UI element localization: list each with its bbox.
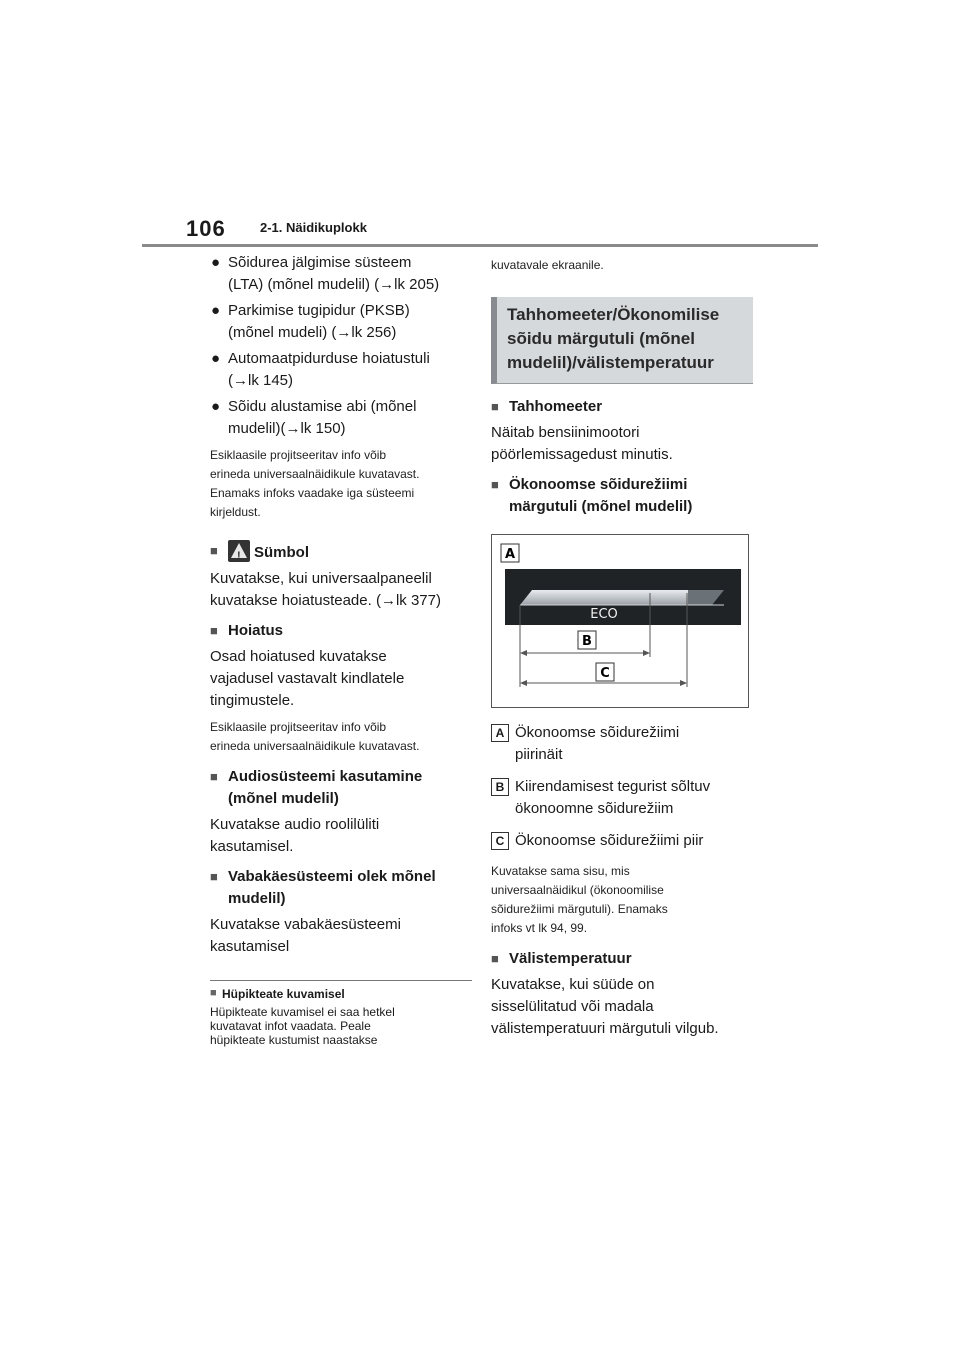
eco-text: ECO	[590, 607, 618, 622]
header-rule	[142, 244, 818, 247]
legend-item-b: B Kiirendamisest tegurist sõltuv ökonoomne sõidurežiim	[491, 776, 753, 820]
square-bullet-icon: ■	[491, 477, 499, 492]
square-bullet-icon: ■	[210, 869, 218, 884]
eco-note-text: Kuvatakse sama sisu, mis universaalnäidikul (ökonoomilise sõidurežiimi märgutuli). Enamaks infoks vt lk 94, 99.	[491, 864, 668, 935]
page-number: 106	[186, 216, 226, 241]
bullet-icon: ●	[211, 398, 221, 415]
list-item: ● Sõidurea jälgimise süsteem (LTA) (mõnel mudelil) (→lk 205)	[211, 254, 440, 293]
square-bullet-icon: ■	[210, 543, 218, 558]
warning-triangle-icon	[228, 540, 250, 562]
warning-text: Osad hoiatused kuvatakse vajadusel vastavalt kindlatele tingimustele.	[210, 648, 405, 709]
note-divider	[210, 980, 472, 981]
right-column	[491, 252, 753, 1044]
square-bullet-icon: ■	[210, 623, 218, 638]
list-item: ● Parkimise tugipidur (PKSB) (mõnel mudeli) (→lk 256)	[211, 302, 410, 341]
audio-text: Kuvatakse audio roolilüliti kasutamisel.	[210, 816, 380, 855]
legend-item-c: C Ökonoomse sõidurežiimi piir	[491, 830, 753, 852]
bullet-icon: ●	[211, 350, 221, 367]
label-b: B	[491, 778, 509, 796]
eco-heading: ■ Ökonoomse sõidurežiimi märgutuli (mõnel mudelil)	[491, 476, 693, 515]
square-bullet-icon: ■	[491, 951, 499, 966]
svg-text:C: C	[600, 666, 610, 681]
handsfree-text: Kuvatakse vabakäesüsteemi kasutamisel	[210, 916, 401, 955]
tacho-text: Näitab bensiinimootori pöörlemissagedust minutis.	[491, 424, 673, 463]
warning-heading: ■ Hoiatus	[210, 620, 472, 642]
note-text: Esiklaasile projitseeritav info võib erineda universaalnäidikule kuvatavast. Enamaks infoks vaadake iga süsteemi kirjeldust.	[210, 448, 420, 519]
eco-bar	[520, 590, 688, 605]
list-item: ● Sõidu alustamise abi (mõnel mudelil)(→lk 150)	[211, 398, 417, 437]
symbol-heading: ■ ! Sümbol	[210, 540, 472, 564]
temperature-text: Kuvatakse, kui süüde on sisselülitatud või madala välistemperatuuri märgutuli vilgub.	[491, 976, 719, 1037]
bullet-icon: ●	[211, 254, 221, 271]
list-item: ● Automaatpidurduse hoiatustuli (→lk 145)	[211, 350, 430, 389]
square-bullet-icon: ■	[210, 987, 217, 999]
symbol-text: Kuvatakse, kui universaalpaneelil kuvatakse hoiatusteade. (→lk 377)	[210, 570, 441, 609]
eco-indicator-diagram	[492, 535, 748, 707]
label-a: A	[491, 724, 509, 742]
legend-item-a: A Ökonoomse sõidurežiimi piirinäit	[491, 722, 753, 766]
audio-heading: ■ Audiosüsteemi kasutamine (mõnel mudelil)	[210, 768, 423, 807]
popup-note-title: ■ Hüpikteate kuvamisel	[210, 987, 345, 1001]
eco-indicator-figure	[491, 534, 749, 708]
svg-text:B: B	[582, 634, 592, 649]
handsfree-heading: ■ Vabakäesüsteemi olek mõnel mudelil)	[210, 868, 436, 907]
svg-text:A: A	[504, 547, 516, 562]
left-column	[210, 252, 472, 1047]
label-c: C	[491, 832, 509, 850]
tacho-heading: ■ Tahhomeeter	[491, 396, 753, 418]
popup-note-text: Hüpikteate kuvamisel ei saa hetkel kuvatavat infot vaadata. Peale hüpikteate kustumist naastakse	[210, 1005, 395, 1047]
continuation-text: kuvatavale ekraanile.	[491, 258, 604, 272]
note-text: Esiklaasile projitseeritav info võib erineda universaalnäidikule kuvatavast.	[210, 720, 420, 753]
square-bullet-icon: ■	[491, 399, 499, 414]
square-bullet-icon: ■	[210, 769, 218, 784]
section-box-title: Tahhomeeter/Ökonomilise sõidu märgutuli (mõnel mudelil)/välistemperatuur	[491, 297, 753, 384]
temperature-heading: ■ Välistemperatuur	[491, 948, 753, 970]
section-title: 2-1. Näidikuplokk	[260, 220, 367, 235]
bullet-icon: ●	[211, 302, 221, 319]
